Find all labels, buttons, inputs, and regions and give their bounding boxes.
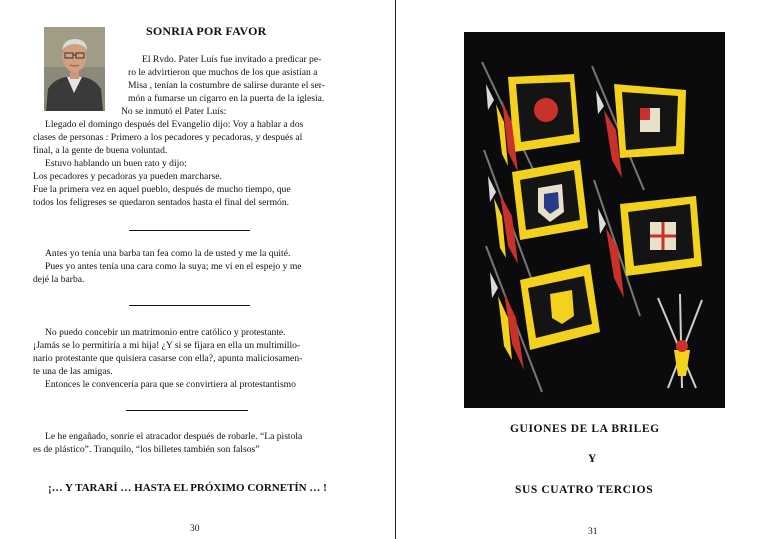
story2-line-1: Antes yo tenía una barba tan fea como la de usted y me la quité. [45, 248, 291, 259]
story1-line-3: Misa , tenían la costumbre de salirse durante el ser- [128, 80, 325, 91]
story1-line-11: Fue la primera vez en aquel pueblo, después de mucho tiempo, que [33, 184, 291, 195]
story1-line-10: Los pecadores y pecadoras ya pueden marcharse. [33, 171, 222, 182]
story1-line-5: No se inmutó el Pater Luís: [121, 106, 227, 117]
story3-line-4: te una de las amigas. [33, 366, 113, 377]
story4-line-2: es de plástico”. Tranquilo, “los billetes también son falsos” [33, 444, 260, 455]
page-number-left: 30 [190, 524, 200, 534]
caption-line-3: SUS CUATRO TERCIOS [515, 484, 654, 496]
closing-line: ¡… Y TARARÍ … HASTA EL PRÓXIMO CORNETÍN … ! [48, 482, 327, 494]
story2-line-2: Pues yo antes tenía una cara como la suya; me ví en el espejo y me [45, 261, 302, 272]
article-title: SONRIA POR FAVOR [146, 24, 267, 38]
story1-line-4: món a fumarse un cigarro en la puerta de la iglesia. [128, 93, 325, 104]
book-spine-divider [395, 0, 396, 539]
story1-line-8: final, a la gente de buena voluntad. [33, 145, 168, 156]
story1-line-6: Llegado el domingo después del Evangelio dijo: Voy a hablar a dos [45, 119, 304, 130]
caption-line-2: Y [588, 453, 597, 465]
story3-line-3: nario protestante que quisiera casarse con ella?, apunta maliciosamen- [33, 353, 303, 364]
story3-line-1: No puedo concebir un matrimonio entre católico y protestante. [45, 327, 286, 338]
story1-line-1: El Rvdo. Pater Luís fue invitado a predicar pe- [142, 54, 322, 65]
story2-line-3: dejé la barba. [33, 274, 85, 285]
page-number-right: 31 [588, 527, 598, 537]
section-divider-3 [126, 410, 248, 411]
story1-line-12: todos los feligreses se quedaron sentados hasta el final del sermón. [33, 197, 290, 208]
author-portrait-photo [44, 27, 105, 111]
section-divider-1 [129, 230, 250, 231]
story3-line-5: Entonces le convencería para que se convirtiera al protestantismo [45, 379, 296, 390]
story1-line-2: ro le advirtieron que muchos de los que asistían a [128, 67, 318, 78]
section-divider-2 [129, 305, 250, 306]
story1-line-7: clases de personas : Primero a los pecadores y pecadoras, y después al [33, 132, 303, 143]
caption-line-1: GUIONES DE LA BRILEG [510, 423, 660, 435]
story3-line-2: ¡Jamás se lo permitiría a mi hija! ¿Y si se fijara en ella un multimillo- [33, 340, 301, 351]
story4-line-1: Le he engañado, sonríe el atracador después de robarle. “La pistola [45, 431, 303, 442]
military-flags-illustration [464, 32, 725, 408]
story1-line-9: Estuvo hablando un buen rato y dijo: [45, 158, 187, 169]
